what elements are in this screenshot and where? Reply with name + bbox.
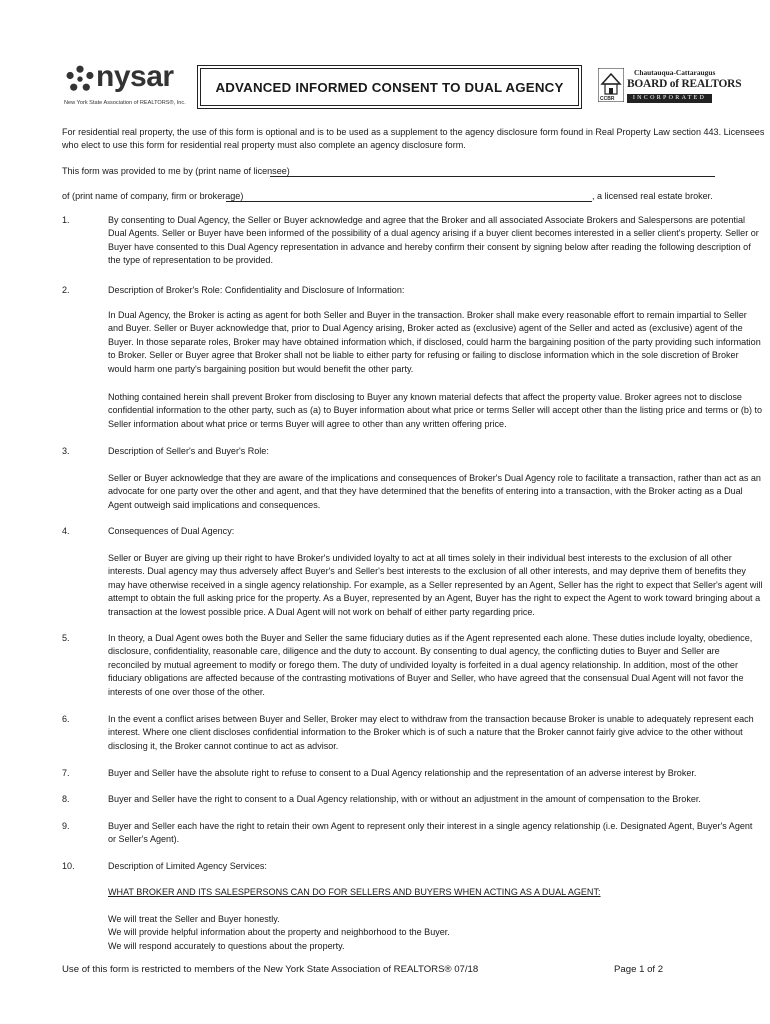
board-logo-main: BOARD of REALTORS — [627, 78, 742, 90]
paragraph-line: advocate for one party over the other and agent, and that they have determined that the benefits of entering into a transaction, with the Broker acting as a Dual — [108, 486, 743, 497]
paragraph-line: Seller or Buyer acknowledge that they are aware of the implications and consequences of Broker's Dual Agency role to facilitate a transaction, rather than act as an — [108, 473, 761, 483]
paragraph-line: Agent outweigh said implications and consequences. — [108, 499, 321, 510]
item-number: 4. — [62, 526, 70, 536]
paragraph-line: fiduciary obligations are affected because of the contrasting motivations of Buyer and Seller, who have agreed that the consensual Dual Agent will not favor the — [108, 673, 744, 684]
paragraph-line: By consenting to Dual Agency, the Seller or Buyer acknowledge and agree that the Broker and all associated Associate Brokers and Salespersons are potential — [108, 215, 746, 225]
provided-by-label: This form was provided to me by (print name of licensee) — [62, 166, 290, 176]
intro-line: For residential real property, the use of this form is optional and is to be used as a supplement to the agency disclosure form found in Real Property Law section 443. Licensees — [62, 127, 765, 137]
paragraph-line: would harm one party's bargaining position but would benefit the other party. — [108, 363, 414, 374]
item-number: 9. — [62, 821, 70, 831]
paragraph-line: disclosure, confidentiality, reasonable care, diligence and the duty to account. By consenting to dual agency, the conflicting duties to Buyer and Seller are — [108, 646, 720, 657]
paragraph-line: disclosing it, the Broker cannot continue to act as advisor. — [108, 740, 339, 751]
paragraph-line: Buyer and Seller have the absolute right to refuse to consent to a Dual Agency relationship and the representation of an adverse interest by Broker. — [108, 768, 697, 778]
page-title: ADVANCED INFORMED CONSENT TO DUAL AGENCY — [215, 80, 564, 95]
company-name-field[interactable] — [226, 201, 592, 202]
paragraph-line: reconciled by mutual agreement to modify or forego them. The duty of undivided loyalty is forfeited in a dual agency relationship. In addition, most of the other — [108, 659, 738, 670]
paragraph-line: In theory, a Dual Agent owes both the Buyer and Seller the same fiduciary duties as if the Agent represented each alone. These duties include loyalty, obedience, — [108, 633, 753, 643]
item-paragraph — [108, 632, 753, 699]
footer-notice: Use of this form is restricted to members of the New York State Association of REALTORS® 07/18 — [62, 964, 479, 975]
paragraph-line: confidential information to the other party, such as (a) to Buyer information about what price or terms Seller will accept other than the listing price and terms or (b) to — [108, 405, 763, 416]
board-logo-inc: INCORPORATED — [627, 94, 712, 103]
company-label: of (print name of company, firm or brokerage) — [62, 191, 244, 201]
nysar-logo-icon — [62, 62, 98, 98]
item-number: 2. — [62, 285, 70, 295]
paragraph-line: the type of representation to be provided. — [108, 255, 273, 266]
paragraph-line: We will treat the Seller and Buyer honestly. — [108, 914, 280, 924]
paragraph-line: transaction at the lowest possible price. A Dual Agent will not work on behalf of either party regarding price. — [108, 606, 535, 617]
item-number: 8. — [62, 794, 70, 804]
item-paragraph — [108, 284, 713, 297]
paragraph-line: Description of Broker's Role: Confidentiality and Disclosure of Information: — [108, 285, 405, 295]
paragraph-line: and Buyer. Seller or Buyer acknowledge that, prior to Dual Agency arising, Broker acted as (exclusive) agent of the Seller and acted as (exclusive) agent of the — [108, 323, 743, 334]
paragraph-line: We will respond accurately to questions about the property. — [108, 940, 345, 951]
item-number: 3. — [62, 446, 70, 456]
nysar-logo-text: nysar — [96, 60, 174, 93]
paragraph-line: Buyer and Seller each have the right to retain their own Agent to represent only their interest in a single agency relationship (i.e. Designated Agent, Buyer's Agent — [108, 821, 753, 831]
title-box — [197, 65, 582, 109]
item-paragraph — [108, 525, 713, 538]
paragraph-line: In the event a conflict arises between Buyer and Seller, Broker may elect to withdraw from the transaction because Broker is unable to adequately represent each — [108, 714, 754, 724]
item-paragraph — [108, 472, 761, 512]
paragraph-line: may have otherwise received in a single agency relationship. For example, as a Seller represented by an Agent, Seller has the right to expect that Seller's agent will — [108, 579, 763, 590]
paragraph-line: Dual Agents. Seller or Buyer have been informed of the possibility of a dual agency arising if a buyer client becomes interested in a seller client's property. Seller or — [108, 228, 759, 239]
paragraph-line: Seller or Buyer are giving up their right to have Broker's undivided loyalty to act at all times solely in their individual best interests to the exclusion of all other — [108, 553, 732, 563]
licensed-broker-label: , a licensed real estate broker. — [592, 191, 713, 201]
paragraph-line: Buyer. In those separate roles, Broker may have obtained information which, if disclosed, could harm the bargaining position of the party providing such information — [108, 336, 761, 347]
paragraph-line: WHAT BROKER AND ITS SALESPERSONS CAN DO FOR SELLERS AND BUYERS WHEN ACTING AS A DUAL AGENT: — [108, 887, 601, 897]
item-paragraph — [108, 214, 759, 268]
paragraph-line: Description of Limited Agency Services: — [108, 861, 267, 871]
paragraph-line: Nothing contained herein shall prevent Broker from disclosing to Buyer any known material defects that affect the property value. Broker agrees not to disclose — [108, 392, 742, 402]
paragraph-line: Consequences of Dual Agency: — [108, 526, 235, 536]
paragraph-line: Buyer have consented to this Dual Agency representation in advance and hereby confirm their consent by signing below after reading the following description of — [108, 241, 751, 252]
paragraph-line: or Seller's Agent). — [108, 834, 180, 845]
board-logo-top: Chautauqua-Cattaraugus — [634, 68, 716, 77]
section-heading — [108, 886, 713, 899]
item-paragraph — [108, 860, 713, 873]
paragraph-line: to Broker. Seller or Buyer agree that Broker shall not be liable to either party for refusing or failing to disclose information which in the sole discretion of Broker — [108, 350, 739, 361]
paragraph-line: interest. Where one client discloses confidential information to the Broker which is of such a nature that the Broker cannot fairly give advice to the other without — [108, 727, 743, 738]
paragraph-line: Seller information about what price or terms Buyer will agree to other than any written offering price. — [108, 418, 507, 429]
intro-paragraph — [62, 126, 764, 153]
item-paragraph — [108, 913, 713, 953]
item-number: 5. — [62, 633, 70, 643]
item-number: 10. — [62, 861, 75, 871]
paragraph-line: We will provide helpful information about the property and neighborhood to the Buyer. — [108, 927, 450, 938]
item-paragraph — [108, 309, 761, 376]
paragraph-line: interests. Dual agency may thus adversely affect Buyer's and Seller's best interests to the exclusion of all other interests, and may deprive them of benefits they — [108, 566, 746, 577]
paragraph-line: Buyer and Seller have the right to consent to a Dual Agency relationship, with or without an adjustment in the amount of compensation to the Broker. — [108, 794, 701, 804]
paragraph-line: Description of Seller's and Buyer's Role: — [108, 446, 269, 456]
licensee-name-field[interactable] — [270, 176, 715, 177]
item-number: 1. — [62, 215, 70, 225]
intro-line: who elect to use this form for residential real property must also complete an agency disclosure form. — [62, 140, 466, 151]
paragraph-line: attempt to obtain the full asking price for the property. As a Buyer, represented by an Agent, Buyer has the right to expect the Agent to work toward bringing about a — [108, 593, 761, 604]
item-number: 6. — [62, 714, 70, 724]
item-paragraph — [108, 445, 713, 458]
nysar-logo-subtitle: New York State Association of REALTORS®, Inc. — [64, 100, 186, 106]
paragraph-line: interests of one over those of the other. — [108, 686, 265, 697]
item-paragraph — [108, 552, 763, 619]
item-paragraph — [108, 767, 713, 780]
item-paragraph — [108, 391, 763, 431]
item-paragraph — [108, 793, 713, 806]
paragraph-line: In Dual Agency, the Broker is acting as agent for both Seller and Buyer in the transaction. Broker shall make every reasonable effort to remain impartial to Seller — [108, 310, 747, 320]
item-number: 7. — [62, 768, 70, 778]
page-number: Page 1 of 2 — [614, 964, 664, 975]
item-paragraph — [108, 820, 753, 847]
item-paragraph — [108, 713, 754, 753]
ccbr-badge: CCBR — [600, 96, 615, 102]
